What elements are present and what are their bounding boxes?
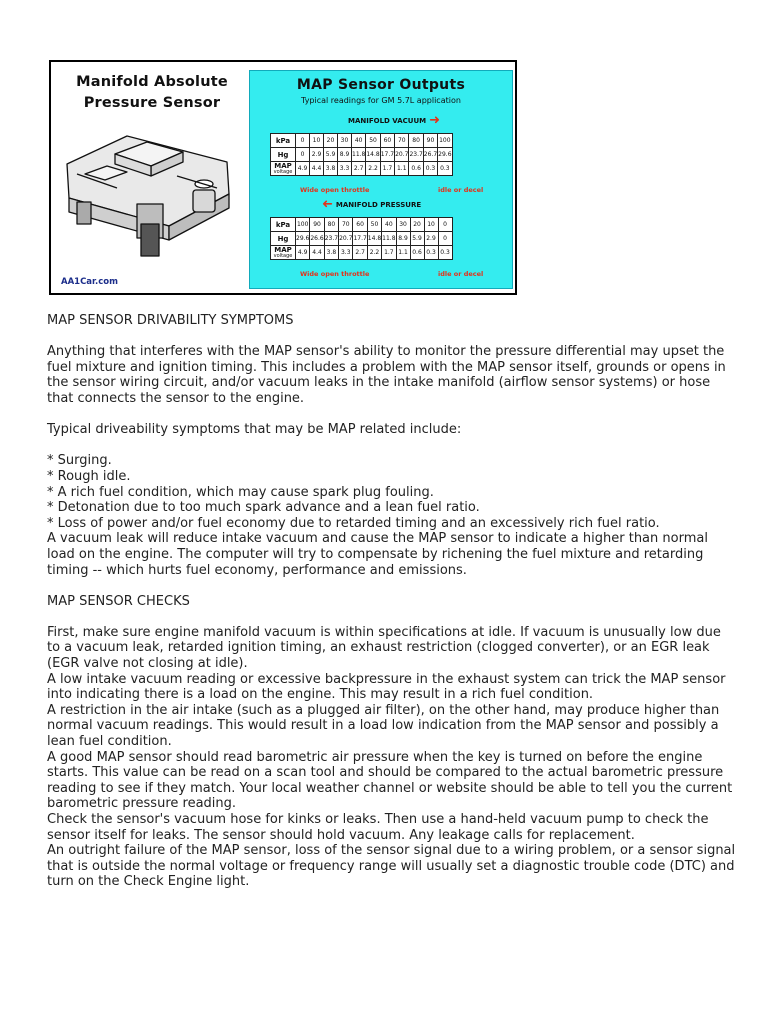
table-cell: 20.7 [395, 148, 409, 162]
row-label-map: MAP [274, 246, 292, 254]
table-cell: 10 [424, 218, 438, 232]
vacuum-hg-row [271, 148, 453, 162]
paragraph: An outright failure of the MAP sensor, loss of the sensor signal due to a wiring problem, or a sensor signal that is outside the normal voltage or frequency range will usually set a diagnostic trouble code (DTC) and turn on the Check Engine light. [47, 843, 736, 890]
table-cell: 3.8 [324, 246, 338, 260]
row-label-map-voltage [271, 162, 296, 176]
table-cell: 0.3 [423, 162, 437, 176]
table-cell: 70 [395, 134, 409, 148]
table-cell: 0 [438, 218, 452, 232]
table-cell: 17.7 [380, 148, 394, 162]
table-cell: 26.7 [423, 148, 437, 162]
table-cell: 0.3 [438, 162, 452, 176]
table-cell: 14.8 [366, 148, 380, 162]
panel-title: MAP Sensor Outputs [296, 77, 466, 93]
table-cell: 40 [382, 218, 396, 232]
note-idle-decel-1: idle or decel [438, 186, 484, 194]
paragraph: Typical driveability symptoms that may be MAP related include: [47, 422, 462, 438]
arrow-right-icon: ➜ [429, 113, 441, 128]
table-cell: 0.3 [438, 246, 452, 260]
table-cell: 100 [438, 134, 452, 148]
table-cell: 1.1 [396, 246, 410, 260]
note-idle-decel-2: idle or decel [438, 270, 484, 278]
pressure-kpa-row [271, 218, 453, 232]
section-heading-checks: MAP SENSOR CHECKS [47, 593, 190, 609]
table-cell: 60 [380, 134, 394, 148]
note-wide-open-throttle-1: Wide open throttle [300, 186, 370, 194]
note-wide-open-throttle-2: Wide open throttle [300, 270, 370, 278]
row-label-hg: Hg [271, 232, 296, 246]
table-cell: 20.7 [339, 232, 353, 246]
table-cell: 2.2 [366, 162, 380, 176]
table-cell: 2.9 [310, 148, 324, 162]
table-cell: 100 [296, 218, 310, 232]
section-heading-symptoms: MAP SENSOR DRIVABILITY SYMPTOMS [47, 313, 294, 328]
table-cell: 11.8 [352, 148, 366, 162]
table-cell: 2.7 [352, 162, 366, 176]
pressure-table [270, 217, 453, 260]
vacuum-section-header [348, 113, 441, 128]
figure-title-line-1: Manifold Absolute [76, 74, 228, 90]
table-cell: 0.6 [410, 246, 424, 260]
arrow-left-icon: ➜ [322, 197, 333, 212]
table-cell: 50 [366, 134, 380, 148]
table-cell: 8.9 [338, 148, 352, 162]
table-cell: 70 [339, 218, 353, 232]
table-cell: 11.8 [382, 232, 396, 246]
table-cell: 4.4 [310, 162, 324, 176]
row-label-voltage: voltage [273, 169, 293, 175]
table-cell: 90 [310, 218, 324, 232]
paragraph: A low intake vacuum reading or excessive backpressure in the exhaust system can trick the MAP sensor into indicating there is a load on the engine. This may result in a rich fuel condition. [47, 671, 726, 703]
paragraph: A vacuum leak will reduce intake vacuum and cause the MAP sensor to indicate a higher than normal load on the engine. The computer will try to compensate by richening the fuel mixture and retarding timing -- which hurts fuel economy, performance and emissions. [47, 531, 708, 578]
vacuum-header-label: MANIFOLD VACUUM [348, 116, 427, 125]
paragraph: First, make sure engine manifold vacuum is within specifications at idle. If vacuum is unusually low due to a vacuum leak, retarded ignition timing, an exhaust restriction (clogged converter), or an EGR leak (EGR valve not closing at idle). [47, 624, 721, 672]
figure-title-line-2: Pressure Sensor [83, 95, 221, 111]
table-cell: 2.7 [353, 246, 367, 260]
table-cell: 4.9 [296, 162, 310, 176]
table-cell: 0 [296, 148, 310, 162]
table-cell: 5.9 [410, 232, 424, 246]
table-cell: 80 [324, 218, 338, 232]
pressure-hg-row [271, 232, 453, 246]
table-cell: 60 [353, 218, 367, 232]
paragraph: A restriction in the air intake (such as a plugged air filter), on the other hand, may produce higher than normal vacuum readings. This would result in a load low indication from the MAP sensor and possibly a lean fuel condition. [47, 702, 720, 750]
list-item: * Surging. [47, 453, 112, 469]
map-sensor-figure [49, 60, 517, 295]
vacuum-voltage-row [271, 162, 453, 176]
table-cell: 90 [423, 134, 437, 148]
table-cell: 30 [338, 134, 352, 148]
table-cell: 4.9 [296, 246, 310, 260]
table-cell: 20 [324, 134, 338, 148]
table-cell: 0.6 [409, 162, 423, 176]
table-cell: 40 [352, 134, 366, 148]
pressure-section-header [322, 197, 422, 212]
table-cell: 1.7 [382, 246, 396, 260]
row-label-map: MAP [274, 162, 292, 170]
table-cell: 5.9 [324, 148, 338, 162]
row-label-hg: Hg [271, 148, 296, 162]
table-cell: 0 [438, 232, 452, 246]
map-sensor-illustration [57, 114, 247, 264]
row-label-kpa: kPa [271, 134, 296, 148]
table-cell: 29.6 [296, 232, 310, 246]
row-label-map-voltage [271, 246, 296, 260]
table-cell: 23.7 [409, 148, 423, 162]
table-cell: 3.8 [324, 162, 338, 176]
row-label-kpa: kPa [271, 218, 296, 232]
paragraph: Check the sensor's vacuum hose for kinks or leaks. Then use a hand-held vacuum pump to check the sensor itself for leaks. The sensor should hold vacuum. Any leakage calls for replacement. [47, 812, 709, 843]
article-body [47, 313, 737, 890]
list-item: * A rich fuel condition, which may cause spark plug fouling. [47, 484, 434, 500]
table-cell: 10 [310, 134, 324, 148]
table-cell: 20 [410, 218, 424, 232]
figure-title [57, 72, 247, 114]
map-outputs-panel [249, 70, 513, 289]
paragraph: A good MAP sensor should read barometric air pressure when the key is turned on before the engine starts. This value can be read on a scan tool and should be compared to the actual barometric pressure reading to see if they match. Your local weather channel or website should be able to tell you the current barometric pressure reading. [47, 749, 733, 812]
table-cell: 26.6 [310, 232, 324, 246]
table-cell: 29.6 [438, 148, 452, 162]
table-cell: 2.2 [367, 246, 381, 260]
figure-credit: AA1Car.com [61, 277, 118, 287]
vacuum-kpa-row [271, 134, 453, 148]
list-item: * Detonation due to too much spark advance and a lean fuel ratio. [47, 500, 480, 516]
table-cell: 8.9 [396, 232, 410, 246]
list-item: * Loss of power and/or fuel economy due to retarded timing and an excessively rich fuel ratio. [47, 515, 660, 531]
vacuum-table [270, 133, 453, 176]
table-cell: 2.9 [424, 232, 438, 246]
table-cell: 80 [409, 134, 423, 148]
table-cell: 3.3 [339, 246, 353, 260]
pressure-header-label: MANIFOLD PRESSURE [335, 200, 422, 209]
table-cell: 1.1 [395, 162, 409, 176]
pressure-voltage-row [271, 246, 453, 260]
table-cell: 0 [296, 134, 310, 148]
table-cell: 4.4 [310, 246, 324, 260]
list-item: * Rough idle. [47, 468, 131, 484]
table-cell: 17.7 [353, 232, 367, 246]
panel-subtitle: Typical readings for GM 5.7L application [301, 96, 461, 105]
table-cell: 14.8 [367, 232, 381, 246]
table-cell: 1.7 [380, 162, 394, 176]
table-cell: 30 [396, 218, 410, 232]
table-cell: 3.3 [338, 162, 352, 176]
table-cell: 0.3 [424, 246, 438, 260]
table-cell: 23.7 [324, 232, 338, 246]
table-cell: 50 [367, 218, 381, 232]
row-label-voltage: voltage [273, 253, 293, 259]
paragraph: Anything that interferes with the MAP sensor's ability to monitor the pressure differential may upset the fuel mixture and ignition timing. This includes a problem with the MAP sensor itself, grounds or opens in the sensor wiring circuit, and/or vacuum leaks in the intake manifold (airflow sensor systems) or hose that connects the sensor to the engine. [47, 344, 726, 406]
